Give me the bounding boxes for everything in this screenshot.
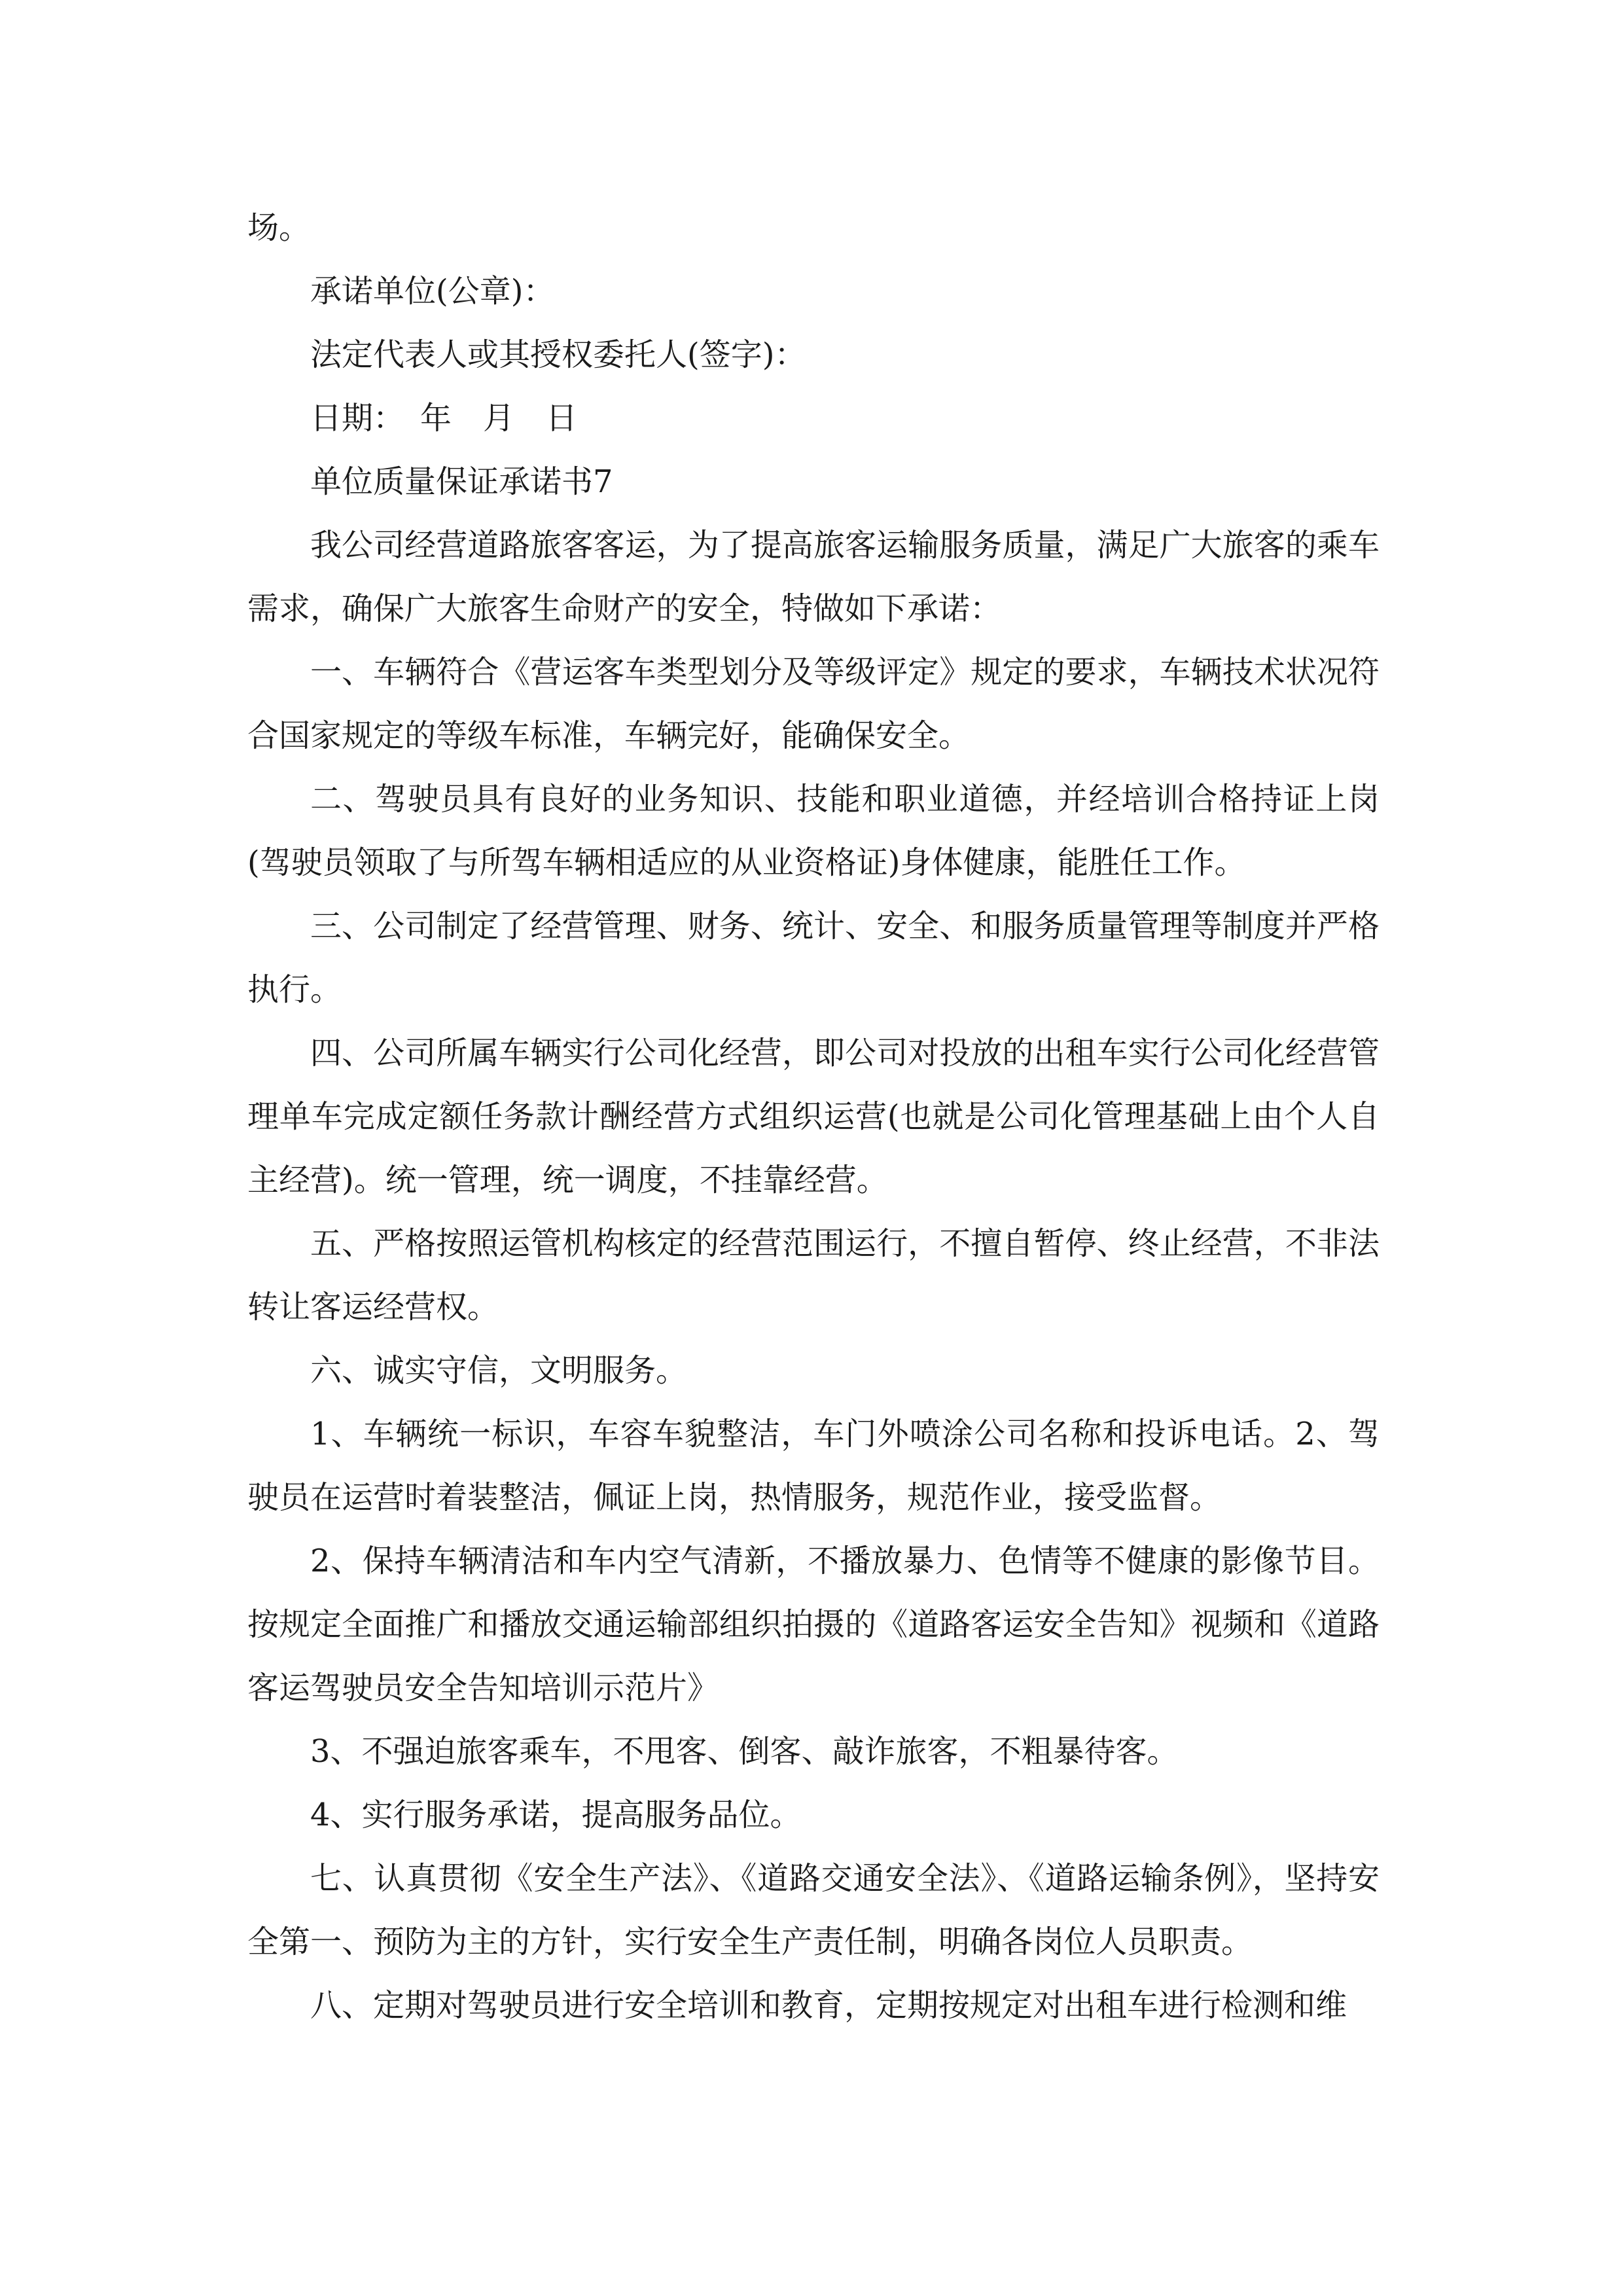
paragraph-intro: 我公司经营道路旅客客运，为了提高旅客运输服务质量，满足广大旅客的乘车需求，确保广大旅客生命财产的安全，特做如下承诺：	[247, 527, 1380, 627]
paragraph-signing-unit: 承诺单位(公章)：	[310, 273, 555, 310]
paragraph-item-2: 二、驾驶员具有良好的业务知识、技能和职业道德，并经培训合格持证上岗(驾驶员领取了与所驾车辆相适应的从业资格证)身体健康，能胜任工作。	[247, 781, 1380, 881]
paragraph-item-1: 一、车辆符合《营运客车类型划分及等级评定》规定的要求，车辆技术状况符合国家规定的等级车标准，车辆完好，能确保安全。	[247, 654, 1380, 754]
paragraph-subitem-4: 4、实行服务承诺，提高服务品位。	[310, 1797, 802, 1833]
paragraph-subitem-2: 2、保持车辆清洁和车内空气清新，不播放暴力、色情等不健康的影像节目。按规定全面推广和播放交通运输部组织拍摄的《道路客运安全告知》视频和《道路客运驾驶员安全告知培训示范片》	[247, 1543, 1380, 1706]
paragraph-item-6: 六、诚实守信，文明服务。	[310, 1352, 688, 1389]
paragraph-date: 日期： 年 月 日	[310, 400, 578, 437]
document-body	[247, 196, 1380, 2037]
paragraph-item-7: 七、认真贯彻《安全生产法》、《道路交通安全法》、《道路运输条例》，坚持安全第一、预防为主的方针，实行安全生产责任制，明确各岗位人员职责。	[247, 1860, 1380, 1960]
section-heading: 单位质量保证承诺书7	[310, 463, 613, 500]
paragraph-subitem-3: 3、不强迫旅客乘车，不甩客、倒客、敲诈旅客，不粗暴待客。	[310, 1733, 1179, 1770]
paragraph-item-4: 四、公司所属车辆实行公司化经营，即公司对投放的出租车实行公司化经营管理单车完成定额任务款计酬经营方式组织运营(也就是公司化管理基础上由个人自主经营)。统一管理，统一调度，不挂靠经营。	[247, 1035, 1380, 1198]
paragraph-continuation: 场。	[247, 209, 311, 246]
paragraph-subitem-1: 1、车辆统一标识，车容车貌整洁，车门外喷涂公司名称和投诉电话。2、驾驶员在运营时着装整洁，佩证上岗，热情服务，规范作业，接受监督。	[247, 1416, 1380, 1516]
paragraph-legal-representative: 法定代表人或其授权委托人(签字)：	[310, 336, 806, 373]
paragraph-item-8: 八、定期对驾驶员进行安全培训和教育，定期按规定对出租车进行检测和维	[310, 1987, 1347, 2024]
paragraph-item-3: 三、公司制定了经营管理、财务、统计、安全、和服务质量管理等制度并严格执行。	[247, 908, 1380, 1008]
paragraph-item-5: 五、严格按照运管机构核定的经营范围运行，不擅自暂停、终止经营，不非法转让客运经营权。	[247, 1225, 1380, 1325]
